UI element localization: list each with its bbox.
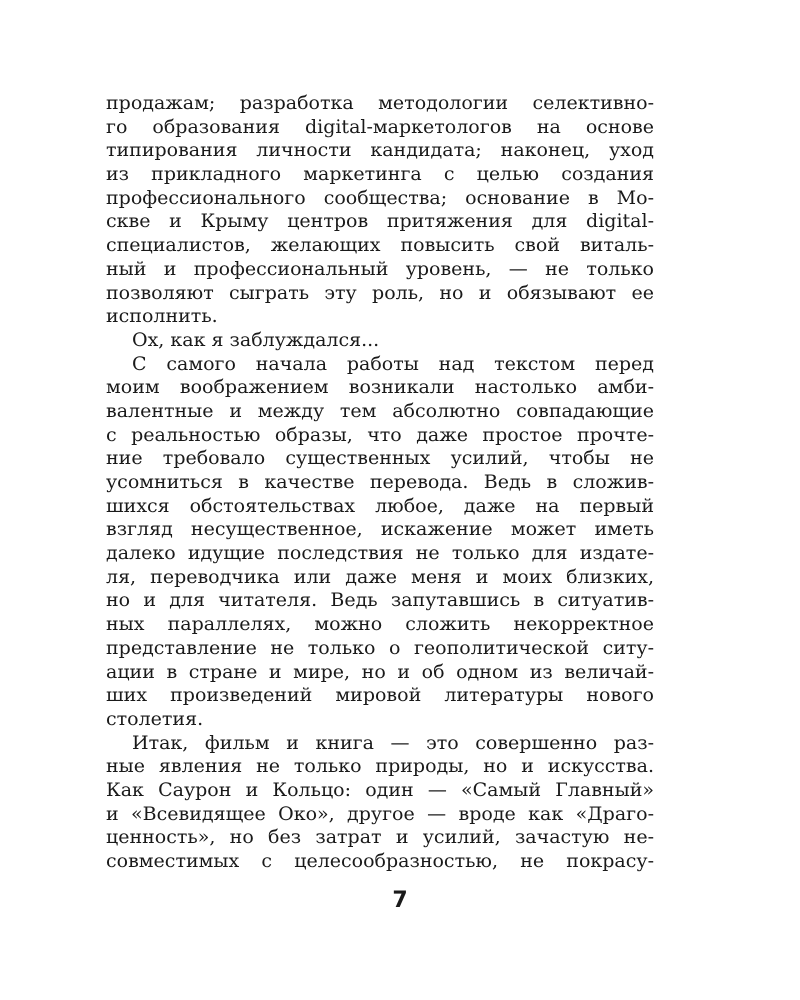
text-line: далеко идущие последствия не только для издате-: [106, 542, 654, 565]
text-line: ные явления не только природы, но и искусства.: [106, 755, 654, 778]
text-line: ценность», но без затрат и усилий, зачастую не-: [106, 826, 654, 849]
text-line: Итак, фильм и книга — это совершенно раз-: [132, 731, 654, 754]
text-line: ный и профессиональный уровень, — не только: [106, 257, 654, 280]
text-line: валентные и между тем абсолютно совпадающие: [106, 399, 654, 422]
text-line: ние требовало существенных усилий, чтобы не: [106, 447, 654, 470]
text-line: совместимых с целесообразностью, не покрасу-: [106, 850, 654, 872]
paragraph: [106, 732, 654, 874]
text-line: скве и Крыму центров притяжения для digital-: [106, 210, 654, 233]
text-line: моим воображением возникали настолько амби-: [106, 376, 654, 399]
text-line: специалистов, желающих повысить свой виталь-: [106, 234, 654, 257]
text-line: усомниться в качестве перевода. Ведь в сложив-: [106, 471, 654, 493]
text-line: ших произведений мировой литературы нового: [106, 684, 654, 707]
text-line: столетия.: [106, 707, 204, 730]
text-line: исполнить.: [106, 305, 218, 328]
text-line: позволяют сыграть эту роль, но и обязывают ее: [106, 281, 654, 304]
text-line: и «Всевидящее Око», другое — вроде как «Драго-: [106, 802, 654, 825]
body-text: [106, 92, 654, 874]
text-line: ля, переводчика или даже меня и моих близких,: [106, 565, 654, 588]
text-line: взгляд несущественное, искажение может иметь: [106, 518, 654, 541]
text-line: представление не только о геополитической ситу-: [106, 636, 654, 659]
text-line: Как Саурон и Кольцо: один — «Самый Главный»: [106, 778, 654, 801]
paragraph: [106, 329, 654, 353]
text-line: ных параллелях, можно сложить некорректное: [106, 613, 654, 636]
page-number: 7: [392, 888, 408, 913]
text-line: С самого начала работы над текстом перед: [132, 352, 654, 375]
text-line: типирования личности кандидата; наконец, уход: [106, 139, 654, 162]
text-line: но и для читателя. Ведь запутавшись в ситуатив-: [106, 589, 654, 612]
text-line: ации в стране и мире, но и об одном из величай-: [106, 660, 654, 683]
text-line: с реальностью образы, что даже простое прочте-: [106, 423, 654, 446]
text-line: го образования digital-маркетологов на основе: [106, 115, 654, 138]
paragraph: [106, 92, 654, 329]
paragraph: [106, 353, 654, 732]
text-line: продажам; разработка методологии селективно-: [106, 92, 654, 114]
text-line: из прикладного маркетинга с целью создания: [106, 163, 654, 186]
text-line: профессионального сообщества; основание в Мо-: [106, 186, 654, 209]
text-line: Ох, как я заблуждался...: [132, 328, 380, 351]
text-line: шихся обстоятельствах любое, даже на первый: [106, 494, 654, 517]
